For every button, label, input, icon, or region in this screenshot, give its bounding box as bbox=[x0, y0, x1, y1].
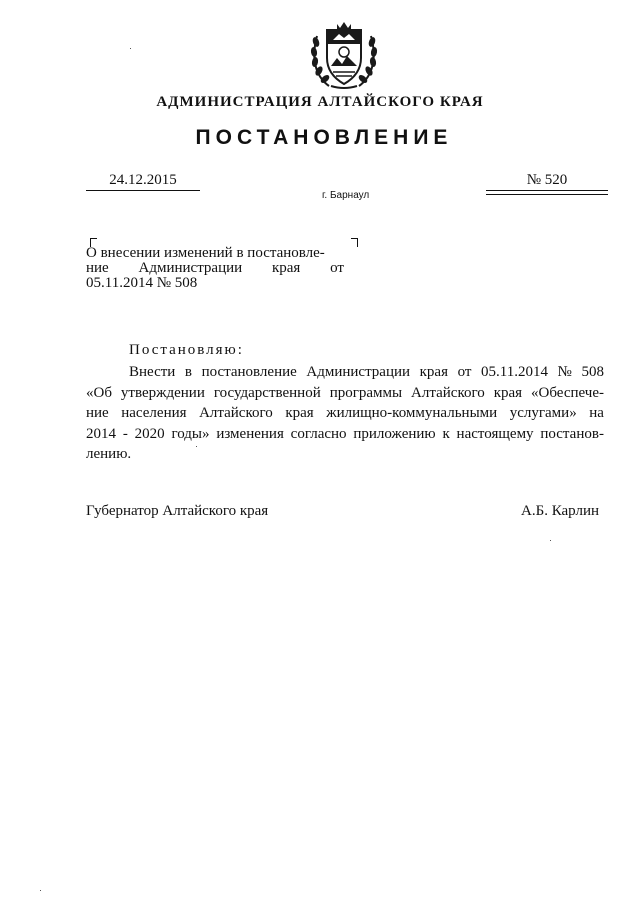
body-word: ние bbox=[86, 405, 109, 421]
body-word: годы» bbox=[171, 425, 210, 442]
subject-word: Администрации bbox=[138, 260, 243, 276]
body-word: 2020 bbox=[134, 425, 165, 442]
body-line bbox=[86, 403, 604, 424]
body-word: утверждении bbox=[120, 384, 205, 401]
body-word: от bbox=[457, 364, 472, 380]
body-word: согласно bbox=[290, 425, 347, 442]
body-word: № bbox=[557, 364, 572, 380]
subject-word: ние bbox=[86, 260, 109, 276]
organization-name: АДМИНИСТРАЦИЯ АЛТАЙСКОГО КРАЯ bbox=[156, 94, 484, 110]
body-word: Алтайского bbox=[199, 405, 273, 421]
body-word: края bbox=[285, 405, 314, 421]
body-word: к bbox=[442, 425, 450, 442]
body-word: постанов- bbox=[540, 425, 604, 442]
subject-word: края bbox=[271, 260, 301, 276]
subject-line bbox=[86, 261, 344, 276]
signer-title: Губернатор Алтайского края bbox=[86, 503, 269, 519]
body-word: - bbox=[122, 425, 128, 442]
body-word: постановление bbox=[201, 364, 297, 380]
body-word: населения bbox=[121, 405, 187, 421]
body-word: услугами» bbox=[509, 405, 577, 421]
body-line bbox=[86, 424, 604, 445]
body-line bbox=[86, 383, 604, 404]
document-date: 24.12.2015 bbox=[86, 172, 200, 191]
body-line bbox=[86, 444, 604, 465]
subject-line: 05.11.2014 № 508 bbox=[86, 275, 198, 291]
body-word: Алтайского bbox=[411, 384, 485, 401]
document-subject bbox=[86, 246, 344, 291]
subject-line: О внесении изменений в постановле- bbox=[86, 245, 325, 261]
body-word: приложению bbox=[353, 425, 436, 442]
body-word: Внести bbox=[129, 364, 176, 380]
body-word: 2014 bbox=[86, 425, 116, 442]
resolve-heading: Постановляю: bbox=[129, 342, 244, 358]
body-word: жилищно-коммунальными bbox=[326, 405, 498, 421]
body-word: изменения bbox=[216, 425, 284, 442]
body-line bbox=[86, 362, 604, 383]
scan-speck bbox=[196, 446, 197, 447]
body-word: программы bbox=[329, 384, 403, 401]
body-word: «Обеспече- bbox=[531, 384, 604, 401]
body-word: 05.11.2014 bbox=[481, 364, 548, 380]
number-underline bbox=[486, 194, 608, 195]
body-word: края bbox=[493, 384, 523, 401]
city-label: г. Барнаул bbox=[322, 190, 370, 201]
body-word: государственной bbox=[213, 384, 321, 401]
document-number: № 520 bbox=[486, 172, 608, 191]
coat-of-arms-icon bbox=[309, 18, 379, 90]
body-word: «Об bbox=[86, 384, 112, 401]
body-word: на bbox=[589, 405, 604, 421]
resolution-body bbox=[86, 362, 604, 465]
body-word: края bbox=[419, 364, 448, 380]
signer-name: А.Б. Карлин bbox=[521, 503, 600, 519]
subject-word: от bbox=[330, 260, 344, 276]
scan-speck bbox=[130, 48, 131, 49]
document-type-title: ПОСТАНОВЛЕНИЕ bbox=[195, 126, 453, 149]
body-word: Администрации bbox=[306, 364, 411, 380]
body-word: 508 bbox=[581, 364, 604, 380]
scan-speck bbox=[40, 890, 41, 891]
subject-corner-right bbox=[351, 238, 358, 247]
body-word: лению. bbox=[86, 446, 132, 462]
body-word: настоящему bbox=[456, 425, 534, 442]
body-word: в bbox=[184, 364, 192, 380]
scan-speck bbox=[550, 540, 551, 541]
